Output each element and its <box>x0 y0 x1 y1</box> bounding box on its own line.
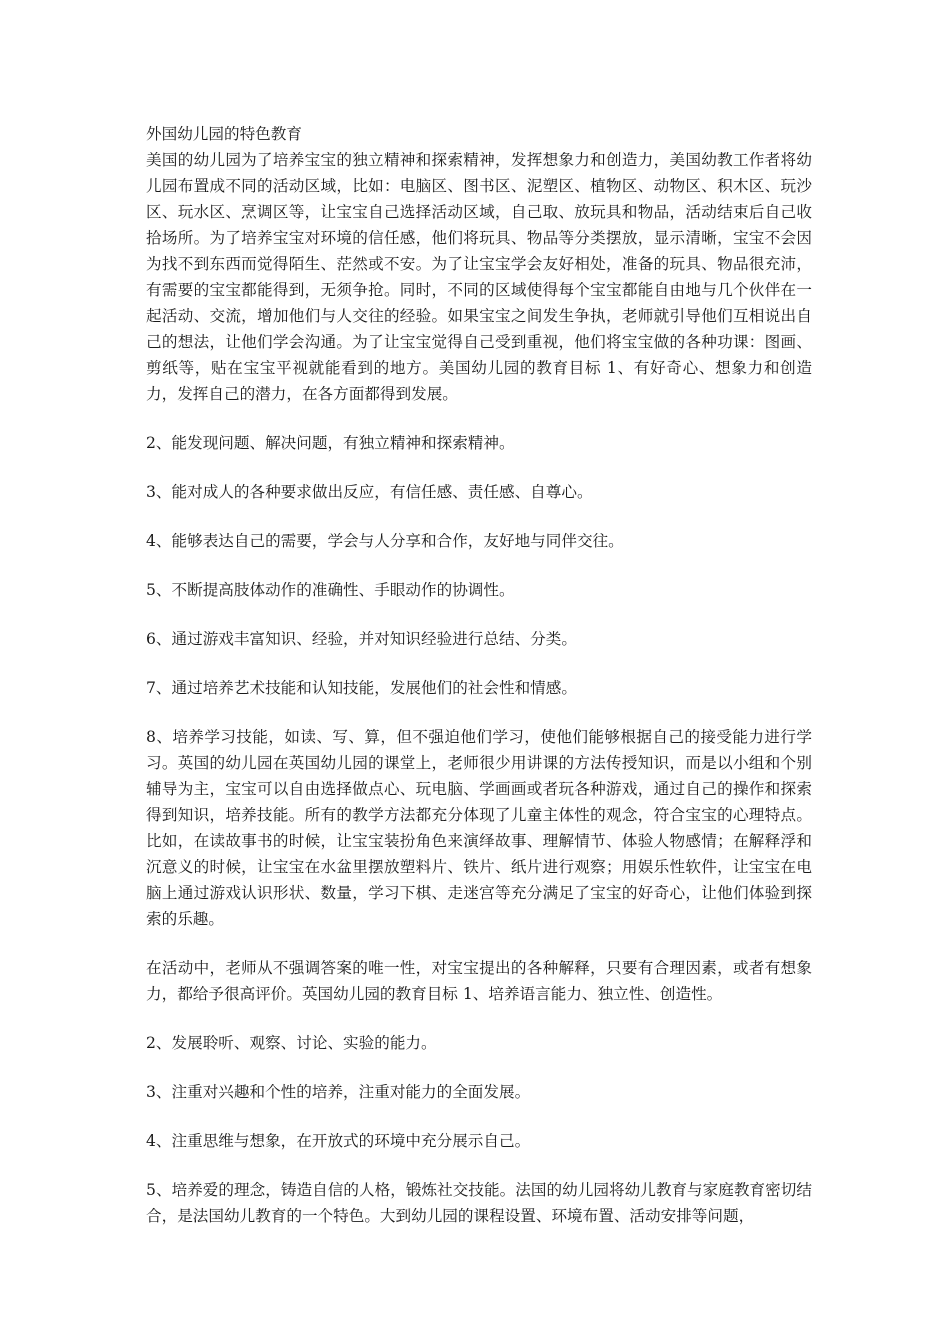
paragraph-us-goal-5: 5、不断提高肢体动作的准确性、手眼动作的协调性。 <box>146 581 515 599</box>
document-title: 外国幼儿园的特色教育 <box>146 125 302 143</box>
paragraph-uk-activity: 在活动中，老师从不强调答案的唯一性，对宝宝提出的各种解释，只要有合理因素，或者有想象力，都给予很高评价。英国幼儿园的教育目标 1、培养语言能力、独立性、创造性。 <box>146 959 812 1003</box>
paragraph-uk-goal-3: 3、注重对兴趣和个性的培养，注重对能力的全面发展。 <box>146 1083 531 1101</box>
paragraph-uk-goal-2: 2、发展聆听、观察、讨论、实验的能力。 <box>146 1034 437 1052</box>
paragraph-us-goal-4: 4、能够表达自己的需要，学会与人分享和合作，友好地与同伴交往。 <box>146 532 624 550</box>
paragraph-us-goal-6: 6、通过游戏丰富知识、经验，并对知识经验进行总结、分类。 <box>146 630 577 648</box>
paragraph-us-intro: 美国的幼儿园为了培养宝宝的独立精神和探索精神，发挥想象力和创造力，美国幼教工作者将幼儿园布置成不同的活动区域，比如：电脑区、图书区、泥塑区、植物区、动物区、积木区、玩沙区、玩水区、烹调区等，让宝宝自己选择活动区域，自己取、放玩具和物品，活动结束后自己收拾场所。为了培养宝宝对环境的信任感，他们将玩具、物品等分类摆放，显示清晰，宝宝不会因为找不到东西而觉得陌生、茫然或不安。为了让宝宝学会友好相处，准备的玩具、物品很充沛，有需要的宝宝都能得到，无须争抢。同时，不同的区域使得每个宝宝都能自由地与几个伙伴在一起活动、交流，增加他们与人交往的经验。如果宝宝之间发生争执，老师就引导他们互相说出自己的想法，让他们学会沟通。为了让宝宝觉得自己受到重视，他们将宝宝做的各种功课：图画、剪纸等，贴在宝宝平视就能看到的地方。美国幼儿园的教育目标 1、有好奇心、想象力和创造力，发挥自己的潜力，在各方面都得到发展。 <box>146 151 812 403</box>
paragraph-uk-goal-4: 4、注重思维与想象，在开放式的环境中充分展示自己。 <box>146 1132 531 1150</box>
paragraph-us-goal-2: 2、能发现问题、解决问题，有独立精神和探索精神。 <box>146 434 515 452</box>
paragraph-us-goal-8-uk-intro: 8、培养学习技能，如读、写、算，但不强迫他们学习，使他们能够根据自己的接受能力进行学习。英国的幼儿园在英国幼儿园的课堂上，老师很少用讲课的方法传授知识，而是以小组和个别辅导为主，宝宝可以自由选择做点心、玩电脑、学画画或者玩各种游戏，通过自己的操作和探索得到知识，培养技能。所有的教学方法都充分体现了儿童主体性的观念，符合宝宝的心理特点。比如，在读故事书的时候，让宝宝装扮角色来演绎故事、理解情节、体验人物感情；在解释浮和沉意义的时候，让宝宝在水盆里摆放塑料片、铁片、纸片进行观察；用娱乐性软件，让宝宝在电脑上通过游戏认识形状、数量，学习下棋、走迷宫等充分满足了宝宝的好奇心，让他们体验到探索的乐趣。 <box>146 728 812 928</box>
document-page <box>146 121 812 1252</box>
paragraph-us-goal-3: 3、能对成人的各种要求做出反应，有信任感、责任感、自尊心。 <box>146 483 593 501</box>
paragraph-uk-goal-5-france-intro: 5、培养爱的理念，铸造自信的人格，锻炼社交技能。法国的幼儿园将幼儿教育与家庭教育密切结合，是法国幼儿教育的一个特色。大到幼儿园的课程设置、环境布置、活动安排等问题， <box>146 1181 812 1225</box>
paragraph-us-goal-7: 7、通过培养艺术技能和认知技能，发展他们的社会性和情感。 <box>146 679 577 697</box>
